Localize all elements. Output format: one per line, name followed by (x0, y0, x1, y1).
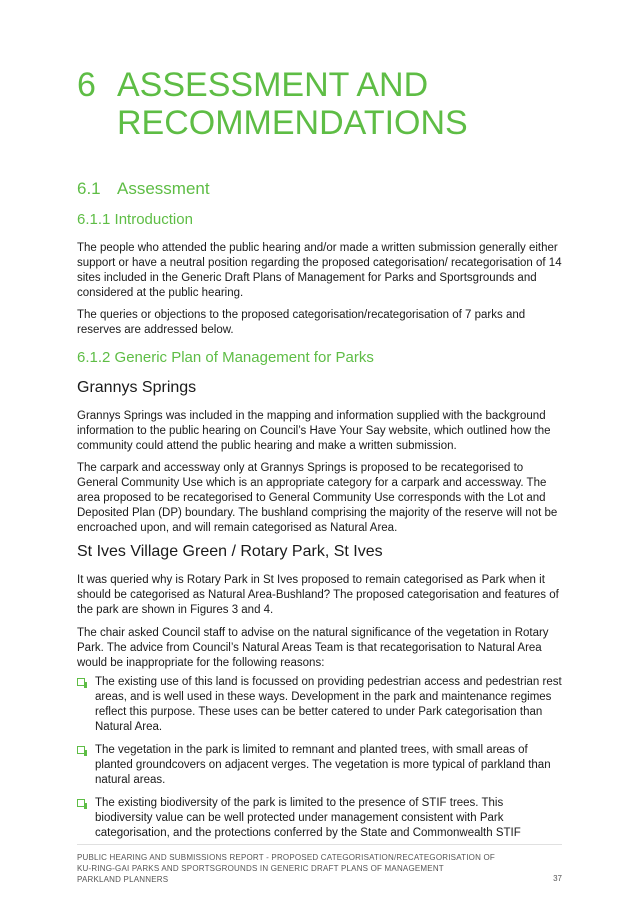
heading-grannys-springs: Grannys Springs (77, 379, 197, 396)
list-item (77, 743, 562, 788)
reasons-list (77, 675, 562, 849)
intro-paragraph-2: The queries or objections to the proposed categorisation/recategorisation of 7 parks and reserves are addressed below. (77, 309, 526, 336)
page-number: 37 (553, 874, 562, 883)
footer-divider (77, 844, 562, 845)
footer-line-1: PUBLIC HEARING AND SUBMISSIONS REPORT - PROPOSED CATEGORISATION/RECATEGORISATION OF (77, 853, 495, 862)
footer-line-3: PARKLAND PLANNERS (77, 875, 169, 884)
chapter-heading (77, 66, 468, 142)
list-item-text: The existing biodiversity of the park is limited to the presence of STIF trees. This biodiversity value can be well protected under management consistent with Park categorisation, and the protections conferred by the State and Commonwealth STIF (95, 797, 521, 839)
st-ives-paragraph-2: The chair asked Council staff to advise on the natural significance of the vegetation in Rotary Park. The advice from Council’s Natural Areas Team is that recategorisation to Natural Area would be inappropriate for the following reasons: (77, 627, 549, 669)
chapter-title (117, 66, 468, 142)
checkbox-bullet-icon (77, 799, 85, 807)
st-ives-paragraph-1: It was queried why is Rotary Park in St Ives proposed to remain categorised as Park when it should be categorised as Natural Area-Bushland? The proposed categorisation and features of the park are shown in Figures 3 and 4. (77, 574, 559, 616)
chapter-number: 6 (77, 66, 96, 104)
grannys-paragraph-1: Grannys Springs was included in the mapping and information supplied with the background information to the public hearing on Council’s Have Your Say website, which outlined how the community could attend the public hearing and make a written submission. (77, 410, 551, 452)
chapter-title-line-1: ASSESSMENT AND (117, 66, 429, 104)
subsection-heading-generic-plan: 6.1.2 Generic Plan of Management for Parks (77, 349, 374, 366)
list-item (77, 675, 562, 735)
subsection-heading-introduction: 6.1.1 Introduction (77, 211, 193, 228)
chapter-title-line-2: RECOMMENDATIONS (117, 104, 468, 142)
list-item-text: The vegetation in the park is limited to remnant and planted trees, with small areas of planted groundcovers on adjacent verges. The vegetation is more typical of parkland than natural areas. (95, 744, 551, 786)
grannys-paragraph-2: The carpark and accessway only at Grannys Springs is proposed to be recategorised to General Community Use which is an appropriate category for a carpark and accessway. The area proposed to be recategorised to General Community Use corresponds with the Lot and Deposited Plan (DP) boundary. The bushland comprising the majority of the reserve will not be encroached upon, and will remain categorised as Natural Area. (77, 462, 558, 534)
checkbox-bullet-icon (77, 678, 85, 686)
checkbox-bullet-icon (77, 746, 85, 754)
page-footer (77, 852, 562, 885)
section-heading (77, 179, 210, 199)
list-item (77, 796, 562, 841)
heading-st-ives-village-green: St Ives Village Green / Rotary Park, St Ives (77, 543, 383, 560)
section-title: Assessment (117, 179, 210, 198)
section-number: 6.1 (77, 179, 101, 198)
list-item-text: The existing use of this land is focussed on providing pedestrian access and pedestrian rest areas, and is well used in these ways. Development in the park and maintenance regimes reflect this purpose. These uses can be better catered to under Park categorisation than Natural Area. (95, 676, 562, 733)
intro-paragraph-1: The people who attended the public hearing and/or made a written submission generally either support or have a neutral position regarding the proposed categorisation/ recategorisation of 14 sites included in the Generic Draft Plans of Management for Parks and Sportsgrounds and considered at the public hearing. (77, 242, 562, 299)
footer-line-2: KU-RING-GAI PARKS AND SPORTSGROUNDS IN GENERIC DRAFT PLANS OF MANAGEMENT (77, 864, 444, 873)
